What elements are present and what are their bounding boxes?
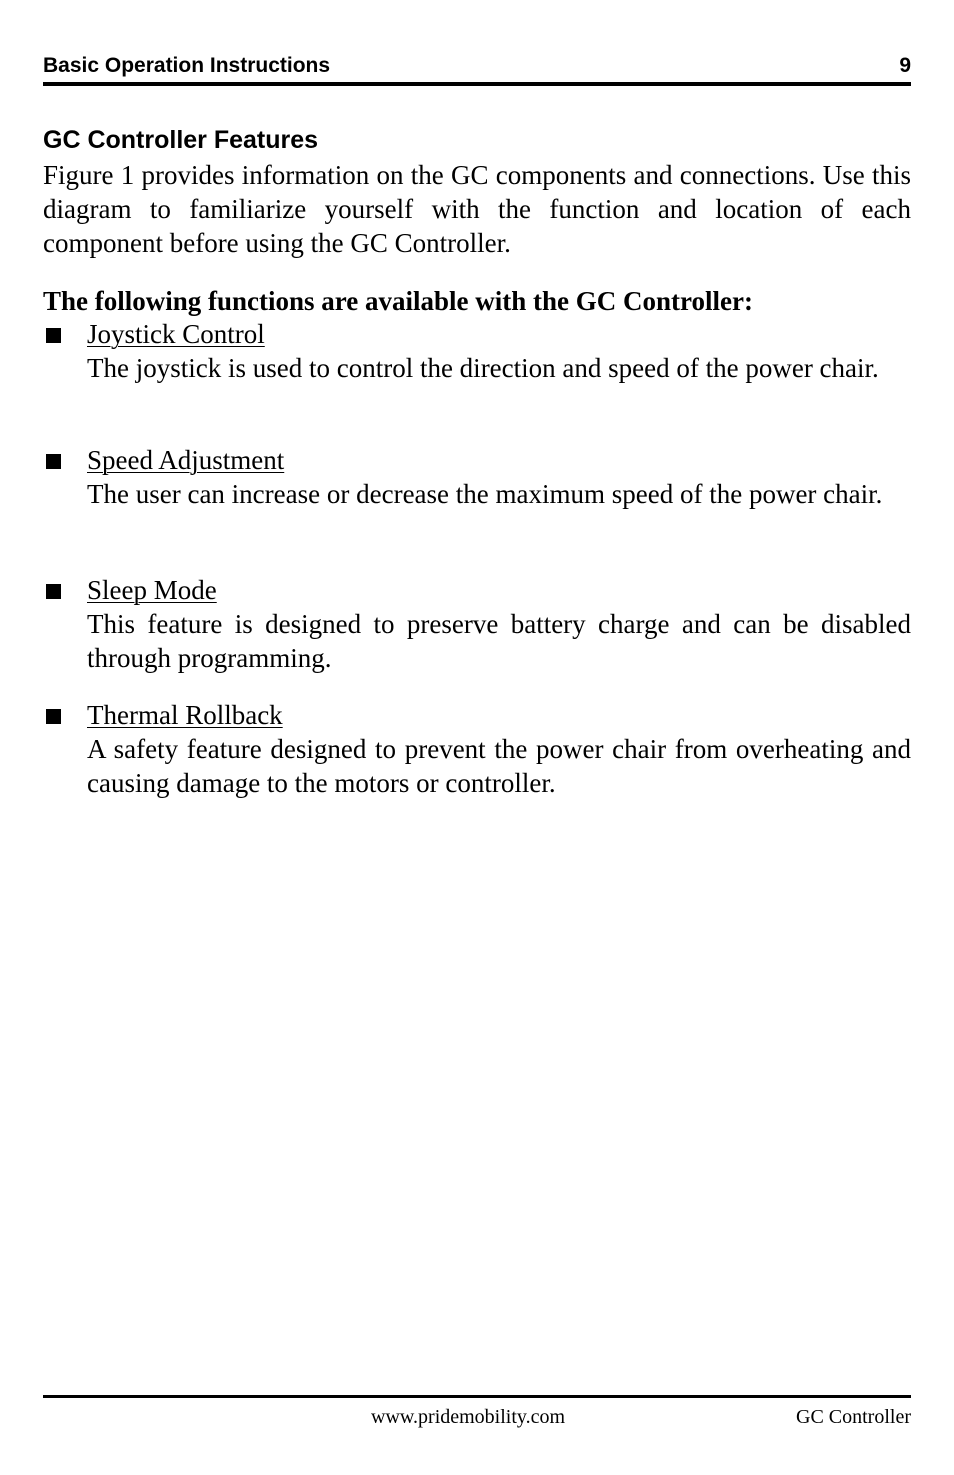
feature-name: Joystick Control — [87, 319, 265, 349]
square-bullet-icon — [46, 454, 61, 469]
square-bullet-icon — [46, 584, 61, 599]
feature-description: The user can increase or decrease the maximum speed of the power chair. — [87, 479, 883, 509]
feature-description: A safety feature designed to prevent the power chair from overheating and causing damage to the motors or controller. — [87, 734, 911, 798]
feature-name: Speed Adjustment — [87, 445, 285, 475]
page-header — [43, 53, 911, 83]
footer-url: www.pridemobility.com — [371, 1406, 566, 1428]
header-rule — [43, 82, 911, 86]
feature-description: The joystick is used to control the direction and speed of the power chair. — [87, 353, 879, 383]
manual-page — [43, 0, 911, 1475]
page-number: 9 — [899, 54, 911, 77]
footer-rule — [43, 1395, 911, 1398]
feature-name: Thermal Rollback — [87, 700, 283, 730]
square-bullet-icon — [46, 328, 61, 343]
section-title: GC Controller Features — [43, 126, 319, 154]
intro-paragraph: Figure 1 provides information on the GC components and connections. Use this diagram to familiarize yourself with the function and location of each component before using the GC Controller. — [43, 160, 911, 258]
square-bullet-icon — [46, 709, 61, 724]
feature-name: Sleep Mode — [87, 575, 217, 605]
header-title: Basic Operation Instructions — [43, 54, 331, 77]
footer-product-name: GC Controller — [796, 1406, 911, 1428]
feature-description: This feature is designed to preserve battery charge and can be disabled through programming. — [87, 609, 911, 673]
features-lead: The following functions are available with the GC Controller: — [43, 286, 753, 316]
